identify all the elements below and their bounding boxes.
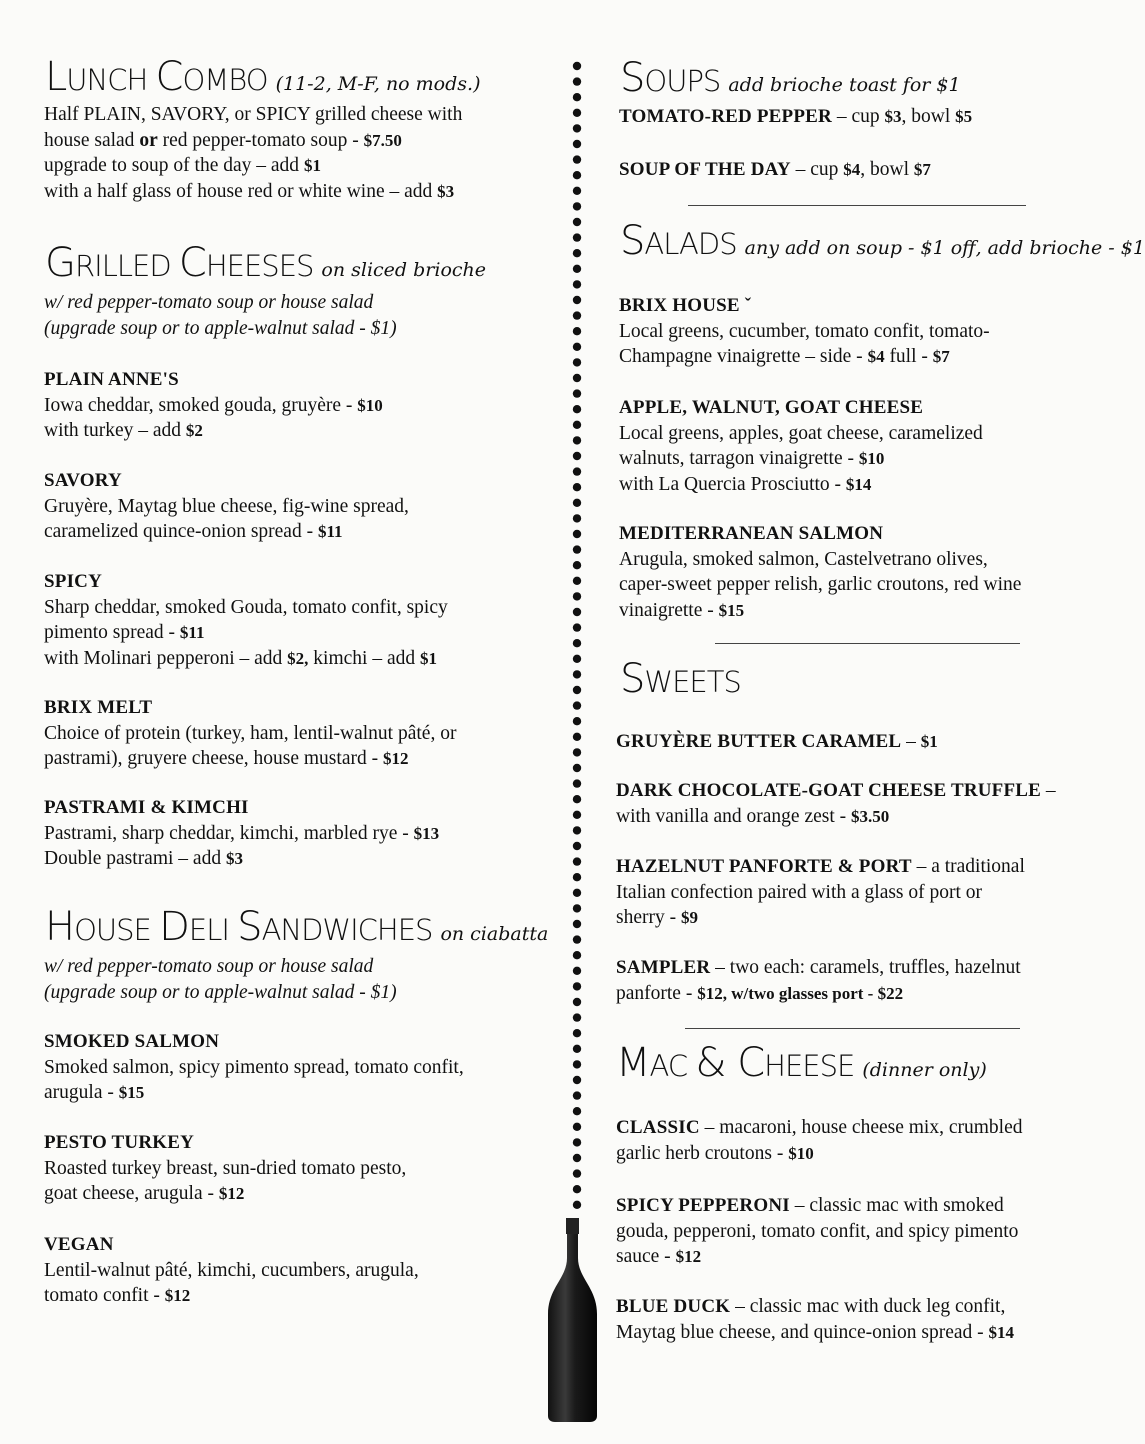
divider-dot: [573, 701, 581, 709]
soup-tomato-red-pepper: TOMATO-RED PEPPER – cup $3, bowl $5: [619, 106, 973, 127]
mac-blue-duck: BLUE DUCK – classic mac with duck leg confit, Maytag blue cheese, and quince-onion spread - $14: [616, 1296, 1015, 1343]
divider-dot: [573, 795, 581, 803]
divider-dot: [573, 155, 581, 163]
salad-brix-house: BRIX HOUSE ˇ Local greens, cucumber, tomato confit, tomato- Champagne vinaigrette – side - $4 full - $7: [619, 295, 990, 367]
lunch-combo-note: (11-2, M-F, no mods.): [275, 73, 481, 95]
divider-dot: [573, 93, 581, 101]
divider-dot: [573, 842, 581, 850]
mac-and-cheese-heading: MAC & CHEESE (dinner only): [616, 1040, 987, 1086]
divider-dot: [573, 857, 581, 865]
divider-dot: [573, 904, 581, 912]
divider-dot: [573, 826, 581, 834]
divider-dot: [573, 109, 581, 117]
divider-dot: [573, 467, 581, 475]
divider-dot: [573, 670, 581, 678]
house-deli-sandwiches-heading: HOUSE DELI SANDWICHES on ciabatta: [45, 904, 549, 950]
divider-dot: [573, 811, 581, 819]
divider-dot: [573, 374, 581, 382]
menu-item-savory: SAVORY Gruyère, Maytag blue cheese, fig-wine spread, caramelized quince-onion spread - $11: [44, 470, 409, 542]
divider-dot: [573, 202, 581, 210]
divider-dot: [573, 452, 581, 460]
divider-dot: [573, 514, 581, 522]
divider-dot: [573, 920, 581, 928]
divider-dot: [573, 62, 581, 70]
menu-item-spicy: SPICY Sharp cheddar, smoked Gouda, tomato confit, spicy pimento spread - $11 with Molinari pepperoni – add $2, kimchi – add $1: [44, 571, 448, 669]
grilled-cheeses-heading: GRILLED CHEESES on sliced brioche: [45, 240, 487, 286]
divider-dot: [573, 686, 581, 694]
grilled-cheeses-subtitle: w/ red pepper-tomato soup or house salad (upgrade soup or to apple-walnut salad - $1): [44, 292, 397, 339]
divider-dot: [573, 249, 581, 257]
sweet-dark-chocolate-truffle: DARK CHOCOLATE-GOAT CHEESE TRUFFLE – with vanilla and orange zest - $3.50: [616, 780, 1056, 827]
menu-item-pesto-turkey: PESTO TURKEY Roasted turkey breast, sun-dried tomato pesto, goat cheese, arugula - $12: [44, 1132, 407, 1204]
menu-item-pastrami-kimchi: PASTRAMI & KIMCHI Pastrami, sharp cheddar, kimchi, marbled rye - $13 Double pastrami – add $3: [44, 797, 440, 869]
sweet-sampler: SAMPLER – two each: caramels, truffles, hazelnut panforte - $12, w/two glasses port - $22: [616, 957, 1021, 1004]
soup-of-the-day: SOUP OF THE DAY – cup $4, bowl $7: [619, 159, 931, 180]
divider-dot: [573, 1138, 581, 1146]
divider-dot: [573, 218, 581, 226]
divider-dot: [573, 639, 581, 647]
divider-dot: [573, 764, 581, 772]
section-rule: [688, 205, 1026, 206]
divider-dot: [573, 389, 581, 397]
divider-dot: [573, 545, 581, 553]
mac-classic: CLASSIC – macaroni, house cheese mix, crumbled garlic herb croutons - $10: [616, 1117, 1023, 1164]
divider-dot: [573, 951, 581, 959]
divider-dot: [573, 327, 581, 335]
divider-dot: [573, 1154, 581, 1162]
divider-dot: [573, 124, 581, 132]
divider-dot: [573, 1029, 581, 1037]
divider-dot: [573, 421, 581, 429]
dotted-column-divider: [571, 56, 583, 1216]
divider-dot: [573, 265, 581, 273]
divider-dot: [573, 233, 581, 241]
divider-dot: [573, 967, 581, 975]
divider-dot: [573, 499, 581, 507]
divider-dot: [573, 530, 581, 538]
divider-dot: [573, 343, 581, 351]
divider-dot: [573, 280, 581, 288]
divider-dot: [573, 140, 581, 148]
divider-dot: [573, 779, 581, 787]
menu-item-brix-melt: BRIX MELT Choice of protein (turkey, ham, lentil-walnut pâté, or pastrami), gruyere cheese, house mustard - $12: [44, 697, 457, 769]
divider-dot: [573, 1185, 581, 1193]
divider-dot: [573, 1076, 581, 1084]
divider-dot: [573, 733, 581, 741]
divider-dot: [573, 655, 581, 663]
lunch-combo-description: Half PLAIN, SAVORY, or SPICY grilled cheese with house salad or red pepper-tomato soup - $7.50 upgrade to soup of the day – add $1 with a half glass of house red or white wine – add $3: [44, 104, 463, 202]
divider-dot: [573, 436, 581, 444]
divider-dot: [573, 77, 581, 85]
sweets-heading: SWEETS: [620, 656, 741, 702]
divider-dot: [573, 623, 581, 631]
divider-dot: [573, 873, 581, 881]
divider-dot: [573, 1091, 581, 1099]
divider-dot: [573, 171, 581, 179]
divider-dot: [573, 1169, 581, 1177]
menu-item-plain-annes: PLAIN ANNE'S Iowa cheddar, smoked gouda, gruyère - $10 with turkey – add $2: [44, 369, 383, 441]
divider-dot: [573, 311, 581, 319]
divider-dot: [573, 483, 581, 491]
section-rule: [685, 1028, 1020, 1029]
divider-dot: [573, 717, 581, 725]
lunch-combo-heading: LUNCH COMBO (11-2, M-F, no mods.): [45, 54, 481, 100]
soups-heading: SOUPS add brioche toast for $1: [620, 55, 961, 101]
divider-dot: [573, 592, 581, 600]
divider-dot: [573, 1107, 581, 1115]
divider-dot: [573, 187, 581, 195]
divider-dot: [573, 405, 581, 413]
sweet-hazelnut-panforte-port: HAZELNUT PANFORTE & PORT – a traditional Italian confection paired with a glass of port or sherry - $9: [616, 856, 1025, 928]
divider-dot: [573, 358, 581, 366]
divider-dot: [573, 982, 581, 990]
divider-dot: [573, 748, 581, 756]
house-deli-subtitle: w/ red pepper-tomato soup or house salad (upgrade soup or to apple-walnut salad - $1): [44, 956, 397, 1003]
divider-dot: [573, 577, 581, 585]
sweet-gruyere-butter-caramel: GRUYÈRE BUTTER CARAMEL – $1: [616, 731, 938, 752]
menu-item-vegan: VEGAN Lentil-walnut pâté, kimchi, cucumbers, arugula, tomato confit - $12: [44, 1234, 419, 1306]
divider-dot: [573, 998, 581, 1006]
salads-heading: SALADS any add on soup - $1 off, add brioche - $1: [620, 218, 1145, 264]
divider-dot: [573, 561, 581, 569]
divider-dot: [573, 296, 581, 304]
mac-spicy-pepperoni: SPICY PEPPERONI – classic mac with smoked gouda, pepperoni, tomato confit, and spicy pimento sauce - $12: [616, 1195, 1019, 1267]
divider-dot: [573, 1013, 581, 1021]
wine-bottle-illustration: [545, 1218, 600, 1422]
divider-dot: [573, 889, 581, 897]
divider-dot: [573, 1060, 581, 1068]
section-rule: [715, 643, 1020, 644]
salad-mediterranean-salmon: MEDITERRANEAN SALMON Arugula, smoked salmon, Castelvetrano olives, caper-sweet pepper relish, garlic croutons, red wine vinaigrette - $15: [619, 523, 1022, 621]
divider-dot: [573, 1201, 581, 1209]
divider-dot: [573, 1123, 581, 1131]
divider-dot: [573, 608, 581, 616]
menu-item-smoked-salmon: SMOKED SALMON Smoked salmon, spicy pimento spread, tomato confit, arugula - $15: [44, 1031, 464, 1103]
divider-dot: [573, 1045, 581, 1053]
salad-apple-walnut-goat-cheese: APPLE, WALNUT, GOAT CHEESE Local greens, apples, goat cheese, caramelized walnuts, tarragon vinaigrette - $10 with La Quercia Prosciutto - $14: [619, 397, 983, 495]
divider-dot: [573, 935, 581, 943]
